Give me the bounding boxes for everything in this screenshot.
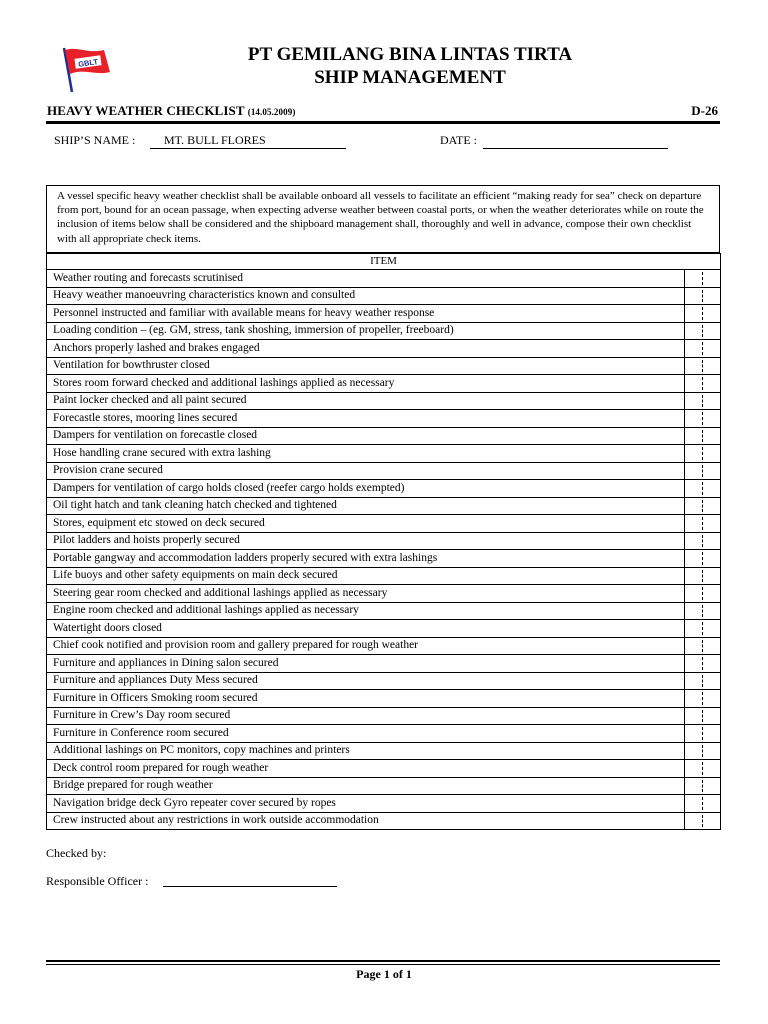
checklist-body	[47, 270, 721, 830]
checklist-checkbox[interactable]	[685, 287, 721, 305]
checklist-row	[47, 357, 721, 375]
company-logo	[58, 44, 116, 94]
checklist-checkbox[interactable]	[685, 375, 721, 393]
checklist-checkbox[interactable]	[685, 707, 721, 725]
checklist-row	[47, 515, 721, 533]
checklist-row	[47, 655, 721, 673]
company-name: PT GEMILANG BINA LINTAS TIRTA	[247, 44, 573, 65]
checklist-row	[47, 637, 721, 655]
checklist-checkbox[interactable]	[685, 462, 721, 480]
checklist-item-text: Provision crane secured	[47, 462, 685, 480]
date-field[interactable]	[483, 134, 668, 149]
checklist-item-text: Watertight doors closed	[47, 620, 685, 638]
page-number: Page 1 of 1	[356, 967, 412, 981]
checklist-row	[47, 795, 721, 813]
checklist-checkbox[interactable]	[685, 497, 721, 515]
checklist-item-text: Loading condition – (eg. GM, stress, tank shoshing, immersion of propeller, freeboard)	[47, 322, 685, 340]
checklist-row	[47, 672, 721, 690]
checklist-item-text: Chief cook notified and provision room and gallery prepared for rough weather	[47, 637, 685, 655]
checklist-checkbox[interactable]	[685, 427, 721, 445]
checklist-row	[47, 760, 721, 778]
checklist-item-text: Crew instructed about any restrictions in work outside accommodation	[47, 812, 685, 830]
checklist-checkbox[interactable]	[685, 410, 721, 428]
footer-divider-thin	[46, 964, 720, 965]
checklist-checkbox[interactable]	[685, 567, 721, 585]
checklist-item-text: Hose handling crane secured with extra lashing	[47, 445, 685, 463]
checklist-row	[47, 445, 721, 463]
checklist-checkbox[interactable]	[685, 812, 721, 830]
checklist-checkbox[interactable]	[685, 725, 721, 743]
checklist-checkbox[interactable]	[685, 672, 721, 690]
checklist-header-row	[47, 254, 721, 270]
checked-by-label: Checked by:	[46, 846, 107, 860]
checklist-checkbox[interactable]	[685, 760, 721, 778]
checklist-checkbox[interactable]	[685, 550, 721, 568]
checklist-item-text: Additional lashings on PC monitors, copy machines and printers	[47, 742, 685, 760]
checklist-item-text: Furniture and appliances in Dining salon secured	[47, 655, 685, 673]
form-revision-date: (14.05.2009)	[247, 107, 296, 117]
checklist-row	[47, 462, 721, 480]
checklist-row	[47, 725, 721, 743]
checklist-item-text: Bridge prepared for rough weather	[47, 777, 685, 795]
checklist-item-text: Stores room forward checked and additional lashings applied as necessary	[47, 375, 685, 393]
checklist-checkbox[interactable]	[685, 655, 721, 673]
checklist-item-text: Heavy weather manoeuvring characteristics known and consulted	[47, 287, 685, 305]
checklist-checkbox[interactable]	[685, 357, 721, 375]
checklist-row	[47, 742, 721, 760]
checklist-item-text: Forecastle stores, mooring lines secured	[47, 410, 685, 428]
form-code: D-26	[691, 103, 718, 118]
checklist-row	[47, 567, 721, 585]
checklist-row	[47, 602, 721, 620]
logo-text: GBLT	[77, 57, 99, 69]
checklist-item-text: Furniture in Crew’s Day room secured	[47, 707, 685, 725]
checklist-row	[47, 497, 721, 515]
checklist-checkbox[interactable]	[685, 322, 721, 340]
form-title-text: HEAVY WEATHER CHECKLIST	[47, 103, 245, 118]
checklist-checkbox[interactable]	[685, 445, 721, 463]
checklist-table	[46, 253, 721, 830]
checklist-checkbox[interactable]	[685, 480, 721, 498]
checklist-item-text: Furniture in Conference room secured	[47, 725, 685, 743]
checklist-item-text: Stores, equipment etc stowed on deck secured	[47, 515, 685, 533]
checklist-item-text: Pilot ladders and hoists properly secured	[47, 532, 685, 550]
checklist-checkbox[interactable]	[685, 602, 721, 620]
checklist-checkbox[interactable]	[685, 305, 721, 323]
checklist-row	[47, 410, 721, 428]
checklist-checkbox[interactable]	[685, 270, 721, 288]
checklist-item-text: Furniture in Officers Smoking room secured	[47, 690, 685, 708]
checklist-item-text: Deck control room prepared for rough weather	[47, 760, 685, 778]
checklist-item-text: Weather routing and forecasts scrutinised	[47, 270, 685, 288]
checklist-item-text: Dampers for ventilation of cargo holds closed (reefer cargo holds exempted)	[47, 480, 685, 498]
checklist-row	[47, 322, 721, 340]
checklist-checkbox[interactable]	[685, 637, 721, 655]
checklist-row	[47, 270, 721, 288]
checklist-checkbox[interactable]	[685, 742, 721, 760]
checklist-item-text: Anchors properly lashed and brakes engaged	[47, 340, 685, 358]
checklist-checkbox[interactable]	[685, 515, 721, 533]
checklist-row	[47, 287, 721, 305]
header-divider	[46, 121, 720, 124]
checklist-item-text: Ventilation for bowthruster closed	[47, 357, 685, 375]
checklist-item-text: Paint locker checked and all paint secured	[47, 392, 685, 410]
checklist-item-text: Life buoys and other safety equipments on main deck secured	[47, 567, 685, 585]
flag-icon	[58, 44, 116, 94]
checklist-checkbox[interactable]	[685, 620, 721, 638]
checklist-checkbox[interactable]	[685, 585, 721, 603]
checklist-item-text: Portable gangway and accommodation ladders properly secured with extra lashings	[47, 550, 685, 568]
checklist-row	[47, 620, 721, 638]
checklist-row	[47, 375, 721, 393]
responsible-officer-label: Responsible Officer :	[46, 874, 149, 888]
checklist-row	[47, 777, 721, 795]
checklist-row	[47, 812, 721, 830]
checklist-row	[47, 550, 721, 568]
ship-name-value: MT. BULL FLORES	[164, 133, 266, 147]
checklist-row	[47, 392, 721, 410]
checklist-item-text: Dampers for ventilation on forecastle closed	[47, 427, 685, 445]
ship-name-label: SHIP’S NAME :	[54, 133, 136, 147]
checklist-row	[47, 340, 721, 358]
checklist-checkbox[interactable]	[685, 340, 721, 358]
checklist-row	[47, 532, 721, 550]
checklist-item-text: Engine room checked and additional lashings applied as necessary	[47, 602, 685, 620]
date-label: DATE :	[440, 133, 477, 147]
checklist-checkbox[interactable]	[685, 392, 721, 410]
checklist-checkbox[interactable]	[685, 777, 721, 795]
responsible-officer-signature-field[interactable]	[163, 872, 337, 887]
checklist-row	[47, 305, 721, 323]
checklist-item-text: Navigation bridge deck Gyro repeater cover secured by ropes	[47, 795, 685, 813]
checklist-item-text: Steering gear room checked and additional lashings applied as necessary	[47, 585, 685, 603]
form-title	[47, 103, 295, 119]
checklist-row	[47, 427, 721, 445]
intro-paragraph: A vessel specific heavy weather checklist shall be available onboard all vessels to facilitate an efficient “making ready for sea” check on departure from port, bound for an ocean passage, when expecting adverse weather between coastal ports, or when the weather deteriorates while on route the inclusion of items below shall be considered and the shipboard management shall, thoroughly and well in advance, compose their own checklist with all appropriate check items.	[46, 185, 720, 253]
checklist-item-text: Furniture and appliances Duty Mess secured	[47, 672, 685, 690]
ship-name-field[interactable]	[150, 134, 346, 149]
checklist-row	[47, 585, 721, 603]
checklist-row	[47, 690, 721, 708]
checklist-checkbox[interactable]	[685, 795, 721, 813]
checklist-item-text: Oil tight hatch and tank cleaning hatch checked and tightened	[47, 497, 685, 515]
checklist-checkbox[interactable]	[685, 690, 721, 708]
footer-divider	[46, 960, 720, 962]
company-division: SHIP MANAGEMENT	[314, 67, 506, 88]
checklist-row	[47, 707, 721, 725]
column-header-item: ITEM	[47, 254, 721, 270]
checklist-row	[47, 480, 721, 498]
checklist-item-text: Personnel instructed and familiar with available means for heavy weather response	[47, 305, 685, 323]
checklist-checkbox[interactable]	[685, 532, 721, 550]
